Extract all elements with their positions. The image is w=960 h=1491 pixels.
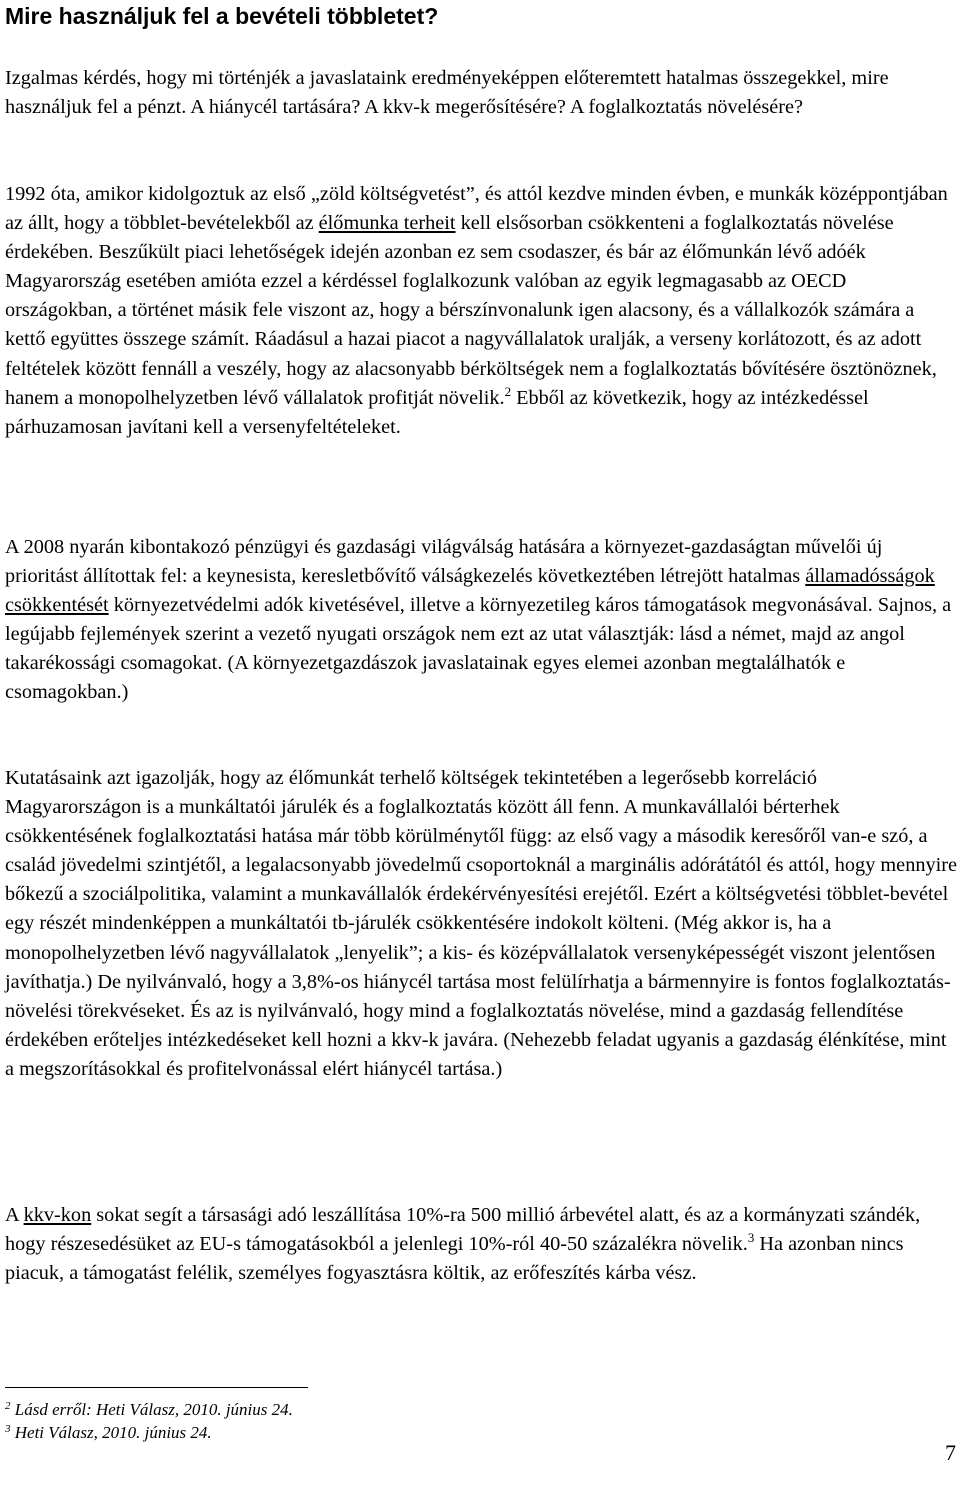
footnote-2 [5,1398,957,1421]
document-page [5,0,958,1442]
paragraph-text: kell elsősorban csökkenteni a foglalkoztatás növelése érdekében. Beszűkült piaci lehetőségek idején azonban ez sem csodaszer, és bár az élőmunkán lévő adóék Magyarország esetében amióta ezzel a kérdéssel foglalkozunk valóban az egyik legmagasabb az OECD országokban, a történet másik fele viszont az, hogy a bérszínvonalunk igen alacsony, és a vállalkozók számára a kettő együttes összege számít. Ráadásul a hazai piacot a nagyvállalatok uralják, a verseny korlátozott, és az adott feltételek között fennáll a veszély, hogy az alacsonyabb bérköltségek nem a foglalkoztatás bővítésére ösztönöznek, hanem a monopolhelyzetben lévő vállalatok profitját növelik. [5,212,937,409]
paragraph-text: A [5,1204,24,1226]
footnote-text: Lásd erről: Heti Válasz, 2010. június 24. [10,1400,293,1419]
paragraph-text: A 2008 nyarán kibontakozó pénzügyi és gazdasági világválság hatására a környezet-gazdaságtan művelői új prioritást állítottak fel: a keynesista, keresletbővítő válságkezelés következtében létrejött hatalmas [5,536,883,588]
paragraph-text: környezetvédelmi adók kivetésével, illetve a környezetileg káros támogatások megvonásával. Sajnos, a legújabb fejlemények szerint a vezető nyugati országok nem ezt az utat választják: lásd a német, majd az angol takarékossági csomagokat. (A környezetgazdászok javaslatainak egyes elemei azonban megtalálhatók e csomagokban.) [5,594,952,704]
footnote-ref-2[interactable]: 2 [504,383,512,399]
link-kkv-kon[interactable]: kkv-kon [23,1204,92,1226]
footnote-divider [5,1387,308,1388]
paragraph-research: Kutatásaink azt igazolják, hogy az élőmunkát terhelő költségek tekintetében a legerősebb korreláció Magyarországon is a munkáltatói járulék és a foglalkoztatás között áll fenn. A munkavállalói bérterhek csökkentésének foglalkoztatási hatása már több körülménytől függ: az első vagy a második keresőről van-e szó, a család jövedelmi szintjétől, a legalacsonyabb jövedelmű csoportoknál a marginális adórátától és attól, hogy mennyire bőkezű a szociálpolitika, valamint a munkavállalók érdekérvényesítési erejétől. Ezért a költségvetési többlet-bevétel egy részét mindenképpen a munkáltatói tb-járulék csökkentésére indokolt költeni. (Még akkor is, ha a monopolhelyzetben lévő nagyvállalatok „lenyelik”; a kis- és középvállalatok versenyképességét viszont jelentősen javíthatja.) De nyilvánvaló, hogy a 3,8%-os hiánycél tartása most felülírhatja a bármennyire is fontos foglalkoztatás-növelési törekvéseket. És az is nyilvánvaló, hogy mind a foglalkoztatás növelése, mind a gazdaság fellendítése érdekében erőteljes intézkedéseket kell hozni a kkv-k javára. (Nehezebb feladat ugyanis a gazdaság élénkítése, mint a megszorításokkal és profitelvonással elért hiánycél tartása.) [5,767,958,1080]
paragraph-intro: Izgalmas kérdés, hogy mi történjék a javaslataink eredményeképpen előteremtett hatalmas összegekkel, mire használjuk fel a pénzt. A hiánycél tartására? A kkv-k megerősítésére? A foglalkoztatás növelésére? [5,67,889,119]
page-number: 7 [945,1440,956,1465]
paragraph-crisis [5,533,957,708]
footnote-ref-3[interactable]: 3 [747,1230,755,1246]
section-heading: Mire használjuk fel a bevételi többletet? [5,3,439,29]
paragraph-sme [5,1201,957,1288]
link-elomunka-terheit[interactable]: élőmunka terheit [318,212,456,235]
paragraph-text: Ebből az következik, hogy az intézkedéssel párhuzamosan javítani kell a versenyfeltételeket. [5,386,869,438]
footnote-number: 3 [5,1423,11,1435]
footnote-number: 2 [5,1400,11,1412]
link-allamadossagok[interactable]: államadósságok csökkentését [5,565,935,617]
paragraph-text: 1992 óta, amikor kidolgoztuk az első „zöld költségvetést”, és attól kezdve minden évben, e munkák középpontjában az állt, hogy a többlet-bevételekből az [5,183,948,235]
paragraph-green-budget [5,180,957,442]
paragraph-text: Ha azonban nincs piacuk, a támogatást felélik, személyes fogyasztásra költik, az erőfeszítés kárba vész. [5,1233,904,1285]
footnotes [5,1398,957,1444]
footnote-3 [5,1421,957,1444]
paragraph-text: sokat segít a társasági adó leszállítása 10%-ra 500 millió árbevétel alatt, és az a kormányzati szándék, hogy részesedésüket az EU-s támogatásokból a jelenlegi 10%-ról 40-50 százalékra növelik. [5,1204,921,1256]
footnote-text: Heti Válasz, 2010. június 24. [10,1423,212,1442]
